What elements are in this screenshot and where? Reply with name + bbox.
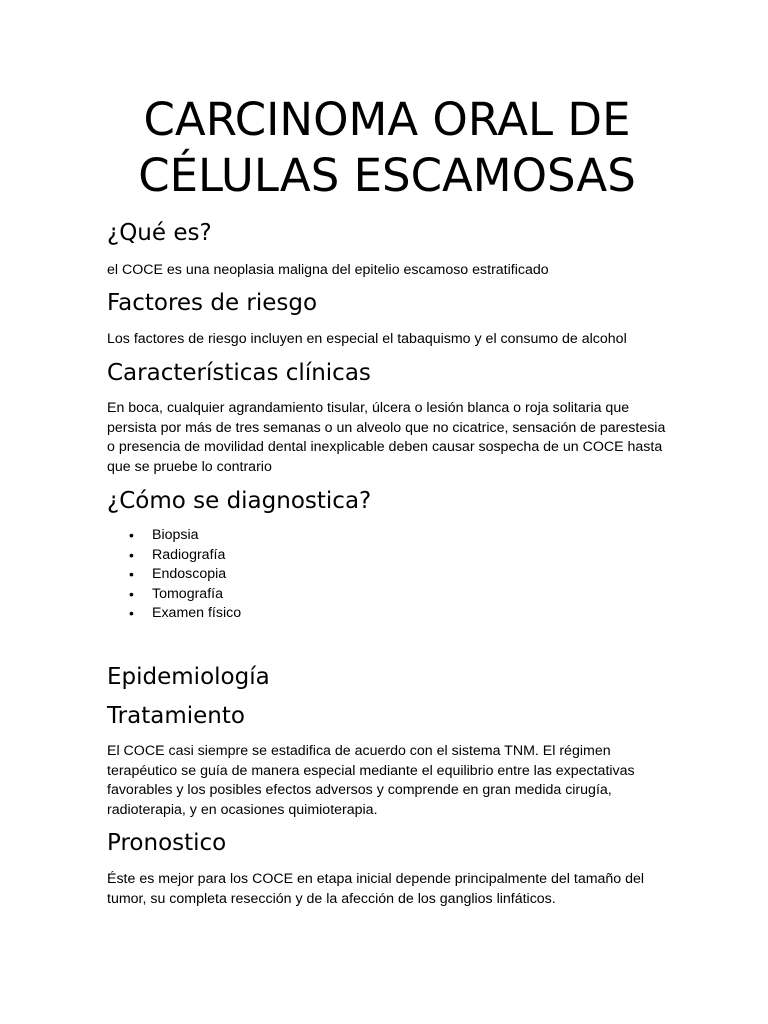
list-item-label: Endoscopia <box>152 566 227 582</box>
heading-pronostico: Pronostico <box>107 830 227 856</box>
heading-tratamiento: Tratamiento <box>107 703 245 729</box>
list-item <box>107 565 241 585</box>
heading-caracteristicas-clinicas: Características clínicas <box>107 360 371 386</box>
paragraph-pronostico: Éste es mejor para los COCE en etapa inicial depende principalmente del tamaño del tumor, su completa resección y de la afección de los ganglios linfáticos. <box>107 871 645 907</box>
bullet-icon: • <box>129 585 134 602</box>
heading-que-es: ¿Qué es? <box>107 220 212 246</box>
list-item-label: Tomografía <box>152 585 223 602</box>
document-title <box>87 92 687 204</box>
paragraph-que-es: el COCE es una neoplasia maligna del epitelio escamoso estratificado <box>107 262 549 278</box>
heading-como-se-diagnostica: ¿Cómo se diagnostica? <box>107 488 372 514</box>
paragraph-caracteristicas-clinicas: En boca, cualquier agrandamiento tisular, úlcera o lesión blanca o roja solitaria que persista por más de tres semanas o un alveolo que no cicatrice, sensación de parestesia o presencia de movilidad dental inexplicable deben causar sospecha de un COCE hasta que se pruebe lo contrario <box>107 400 666 475</box>
heading-factores-de-riesgo: Factores de riesgo <box>107 290 318 316</box>
list-item-label: Examen físico <box>152 605 242 621</box>
bullet-icon: • <box>129 566 134 582</box>
list-item-label: Biopsia <box>152 527 199 543</box>
list-item-label: Radiografía <box>152 546 226 563</box>
bullet-icon: • <box>129 527 134 543</box>
title-line-2: CÉLULAS ESCAMOSAS <box>138 149 636 202</box>
diagnostic-list <box>107 526 241 624</box>
list-item <box>107 546 241 566</box>
paragraph-tratamiento: El COCE casi siempre se estadifica de acuerdo con el sistema TNM. El régimen terapéutico se guía de manera especial mediante el equilibrio entre las expectativas favorables y los posibles efectos adversos y comprende en gran medida cirugía, radioterapia, y en ocasiones quimioterapia. <box>107 743 635 818</box>
heading-epidemiologia: Epidemiología <box>107 664 270 690</box>
paragraph-factores-de-riesgo: Los factores de riesgo incluyen en especial el tabaquismo y el consumo de alcohol <box>107 331 627 347</box>
list-item <box>107 585 241 605</box>
list-item <box>107 604 241 624</box>
list-item <box>107 526 241 546</box>
title-line-1: CARCINOMA ORAL DE <box>143 93 631 146</box>
bullet-icon: • <box>129 546 134 563</box>
bullet-icon: • <box>129 605 134 621</box>
